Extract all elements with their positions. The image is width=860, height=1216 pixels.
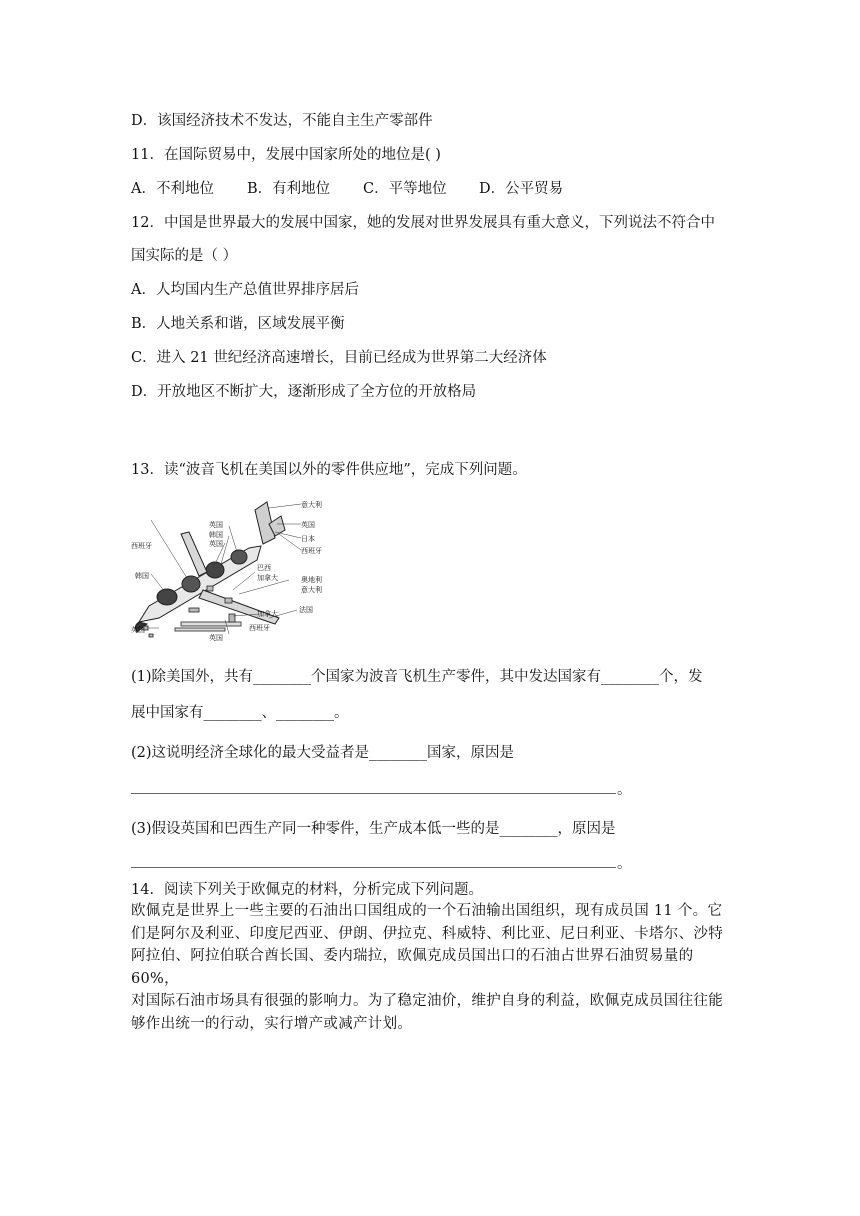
q14-material-line-1: 欧佩克是世界上一些主要的石油出口国组成的一个石油输出国组织，现有成员国 11 个。它 [131,903,723,919]
label-uk-4: 英国 [209,634,223,642]
label-canada-1: 加拿大 [257,574,278,582]
q13-sub1-line2: 展中国家有________、________。 [131,705,349,721]
boeing-parts-figure [129,494,329,642]
q13-sub2-answer-line[interactable] [131,792,616,794]
q12-option-a: A．人均国内生产总值世界排序居后 [131,282,359,298]
label-spain-1: 西班牙 [131,542,152,550]
q12-stem-line2: 国实际的是（ ） [131,248,238,264]
q11-option-c: C．平等地位 [363,181,447,197]
q11-option-d: D．公平贸易 [479,181,564,197]
q14-material-line-3: 阿拉伯、阿拉伯联合酋长国、委内瑞拉，欧佩克成员国出口的石油占世界石油贸易量的 60%， [131,948,694,987]
label-brazil: 巴西 [257,564,271,572]
q13-sub2-period: 。 [617,782,632,798]
q11-option-b: B．有利地位 [247,181,331,197]
q11-options [131,179,563,199]
q12-stem-line1: 12．中国是世界最大的发展中国家，她的发展对世界发展具有重大意义，下列说法不符合中 [131,215,715,231]
q14-material-line-5: 够作出统一的行动，实行增产或减产计划。 [131,1015,413,1032]
q12-option-c: C．进入 21 世纪经济高速增长，目前已经成为世界第二大经济体 [131,350,547,366]
label-spain-3: 西班牙 [249,624,270,632]
q13-stem: 13．读“波音飞机在美国以外的零件供应地”，完成下列问题。 [131,462,527,478]
q13-sub2-line1: (2)这说明经济全球化的最大受益者是________国家，原因是 [131,745,515,761]
label-spain-2: 西班牙 [301,547,322,555]
q13-sub3-period: 。 [617,856,632,872]
q11-stem: 11．在国际贸易中，发展中国家所处的地位是( ) [131,147,441,163]
q14-material-line-2: 们是阿尔及利亚、印度尼西亚、伊朗、伊拉克、科威特、利比亚、尼日利亚、卡塔尔、沙特 [131,925,723,942]
label-uk-2: 英国 [209,540,223,548]
q14-stem: 14．阅读下列关于欧佩克的材料，分析完成下列问题。 [131,882,483,898]
label-italy-2: 意大利 [301,586,322,594]
q13-sub1-line1: (1)除美国外，共有________个国家为波音飞机生产零件，其中发达国家有________个，发 [131,669,703,685]
q10-option-d: D．该国经济技术不发达，不能自主生产零部件 [131,113,433,129]
label-korea-2: 韩国 [135,572,149,580]
label-korea-1: 韩国 [209,531,223,539]
label-uk-5: 英国 [301,521,315,529]
q13-sub3-line1: (3)假设英国和巴西生产同一种零件，生产成本低一些的是________，原因是 [131,821,616,837]
label-uk-3: 英国 [131,626,145,634]
q12-option-d: D．开放地区不断扩大，逐渐形成了全方位的开放格局 [131,384,477,400]
q14-material [131,900,731,1035]
q13-sub3-answer-line[interactable] [131,866,616,868]
label-italy-1: 意大利 [301,501,322,509]
label-uk-1: 英国 [209,521,223,529]
label-france: 法国 [299,606,313,614]
label-austria: 奥地利 [301,576,322,584]
label-japan: 日本 [301,535,315,543]
tail [255,502,285,544]
q14-material-line-4: 对国际石油市场具有很强的影响力。为了稳定油价，维护自身的利益，欧佩克成员国往往能 [131,993,723,1009]
q11-option-a: A．不利地位 [131,181,214,197]
label-canada-2: 加拿大 [257,610,278,618]
q12-option-b: B．人地关系和谐，区域发展平衡 [131,316,345,332]
